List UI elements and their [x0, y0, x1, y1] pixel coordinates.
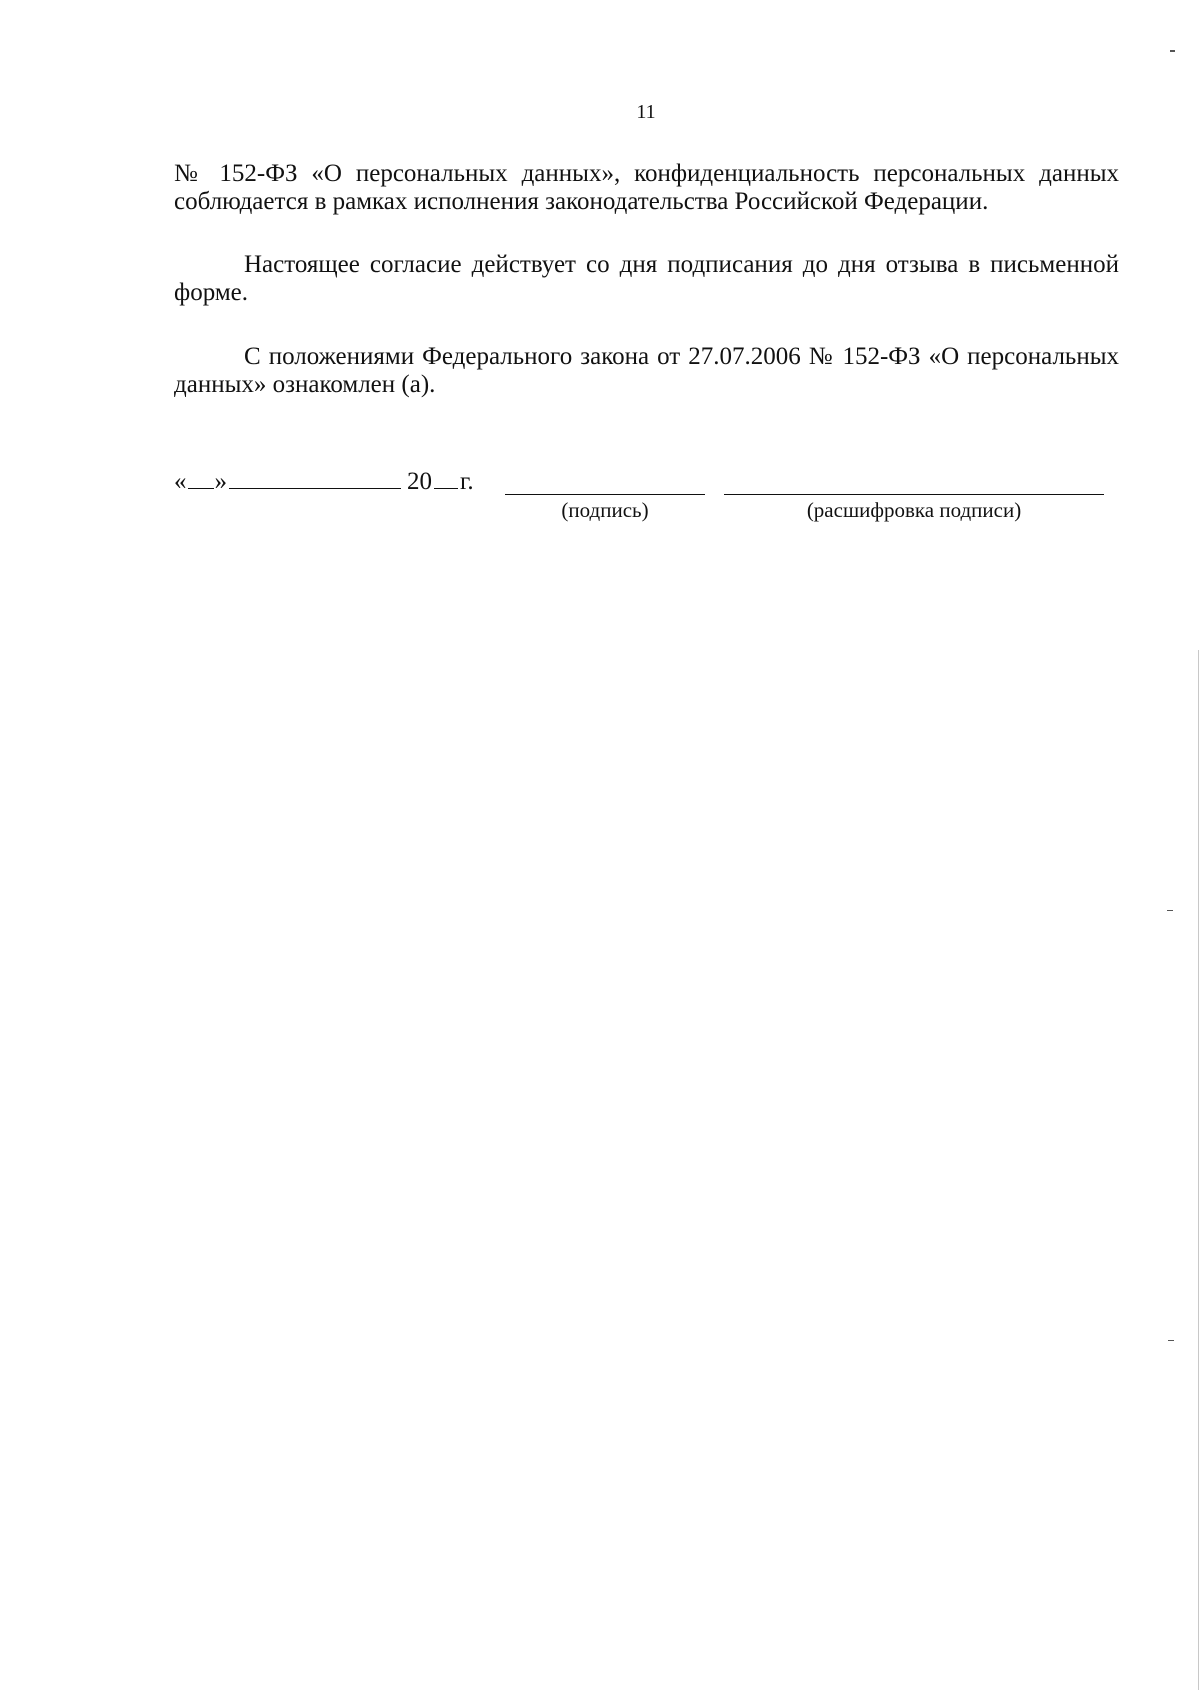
scan-artifact — [1170, 50, 1175, 52]
signature-decode-line[interactable] — [724, 494, 1104, 495]
paragraph-validity — [174, 251, 1119, 307]
paragraph-text: № 152-ФЗ «О персональных данных», конфиденциальность персональных данных соблюдается в рамках исполнения законодательства Российской Федерации. — [174, 160, 1119, 215]
page-number: 11 — [636, 101, 656, 123]
signature-decode-caption: (расшифровка подписи) — [806, 498, 1022, 522]
open-quote: « — [174, 468, 187, 495]
paragraph-text: С положениями Федерального закона от 27.07.2006 № 152-ФЗ «О персональных данных» ознакомлен (а). — [174, 343, 1119, 398]
year-suffix: г. — [460, 468, 474, 495]
year-blank[interactable] — [434, 466, 458, 489]
signature-line[interactable] — [505, 494, 705, 495]
paragraph-acknowledgement — [174, 343, 1119, 399]
day-blank[interactable] — [188, 466, 214, 489]
scan-artifact — [1167, 910, 1173, 911]
scan-edge-line — [1198, 650, 1199, 1690]
paragraph-text: Настоящее согласие действует со дня подписания до дня отзыва в письменной форме. — [174, 251, 1119, 306]
date-field — [174, 466, 474, 496]
month-blank[interactable] — [229, 466, 401, 489]
year-prefix: 20 — [407, 468, 432, 495]
close-quote: » — [214, 468, 227, 495]
signature-caption: (подпись) — [561, 498, 649, 522]
paragraph-continuation — [174, 160, 1119, 216]
scan-artifact — [1168, 1340, 1174, 1341]
